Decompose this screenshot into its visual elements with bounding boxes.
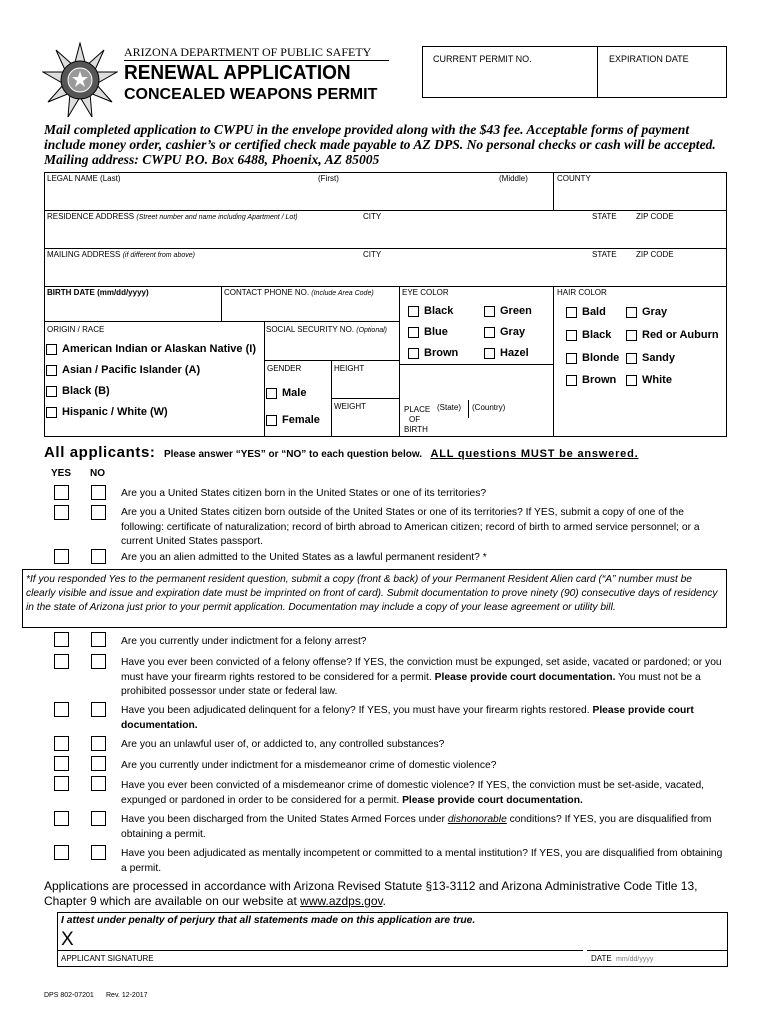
question-adjudicated-delinquent: Have you been adjudicated delinquent for a felony? If YES, you must have your firearm rights restored. Please provide court documentation.	[121, 705, 694, 731]
gender-option-female[interactable]: Female	[266, 414, 320, 426]
hair-option-brown[interactable]: Brown	[566, 374, 616, 386]
birth-date-label: BIRTH DATE (mm/dd/yyyy)	[47, 288, 149, 297]
residence-city-label: CITY	[363, 212, 382, 221]
residence-address-label: RESIDENCE ADDRESS (Street number and name including Apartment / Lot)	[47, 212, 298, 221]
date-label: DATE mm/dd/yyyy	[591, 954, 654, 963]
no-checkbox[interactable]	[91, 776, 106, 791]
no-checkbox[interactable]	[91, 756, 106, 771]
question-citizen-born-us: Are you a United States citizen born in the United States or one of its territories?	[121, 488, 487, 499]
question-permanent-resident: Are you an alien admitted to the United States as a lawful permanent resident? *	[121, 552, 487, 563]
race-option-american-indian[interactable]: American Indian or Alaskan Native (I)	[46, 343, 256, 355]
question-citizen-born-abroad: Are you a United States citizen born outside of the United States or one of its territories? If YES, submit a copy of one of the following: certificate of naturalization; record of birth abroad to American citizen; record of birth to armed service personnel; or a current United States passport.	[121, 507, 700, 547]
yes-checkbox[interactable]	[54, 756, 69, 771]
date-line[interactable]	[587, 950, 728, 951]
signature-line[interactable]	[57, 950, 583, 951]
no-checkbox[interactable]	[91, 632, 106, 647]
origin-race-section	[44, 321, 265, 437]
current-permit-label: CURRENT PERMIT NO.	[433, 54, 532, 64]
question-controlled-substances: Are you an unlawful user of, or addicted to, any controlled substances?	[121, 739, 445, 750]
eye-option-hazel[interactable]: Hazel	[484, 347, 529, 359]
no-column-label: NO	[90, 468, 105, 479]
all-applicants-heading: All applicants: Please answer “YES” or “NO” to each question below. ALL questions MUST be answered.	[44, 444, 639, 461]
yes-checkbox[interactable]	[54, 485, 69, 500]
current-permit-box[interactable]	[422, 46, 598, 98]
weight-label: WEIGHT	[334, 402, 366, 411]
eye-option-green[interactable]: Green	[484, 305, 532, 317]
statute-text: Applications are processed in accordance with Arizona Revised Statute §13-3112 and Arizona Administrative Code Title 13, Chapter 9 which are available on our website at www.azdps.gov.	[44, 879, 698, 908]
middle-name-label: (Middle)	[499, 174, 528, 183]
expiration-date-box[interactable]	[597, 46, 727, 98]
revision-date: Rev. 12-2017	[106, 992, 148, 999]
no-checkbox[interactable]	[91, 549, 106, 564]
residence-zip-label: ZIP CODE	[636, 212, 674, 221]
hair-option-gray[interactable]: Gray	[626, 306, 667, 318]
question-misdemeanor-indictment: Are you currently under indictment for a misdemeanor crime of domestic violence?	[121, 760, 497, 771]
question-mental-incompetence: Have you been adjudicated as mentally incompetent or committed to a mental institution? If YES, you are disqualified from obtaining a permit.	[121, 848, 723, 874]
eye-option-black[interactable]: Black	[408, 305, 453, 317]
hair-option-white[interactable]: White	[626, 374, 672, 386]
origin-race-label: ORIGIN / RACE	[47, 325, 105, 334]
eye-option-brown[interactable]: Brown	[408, 347, 458, 359]
eye-color-label: EYE COLOR	[402, 288, 449, 297]
yes-checkbox[interactable]	[54, 776, 69, 791]
pob-country-label: (Country)	[472, 403, 506, 412]
place-of-birth-label: PLACE OF BIRTH	[404, 405, 431, 434]
yes-checkbox[interactable]	[54, 549, 69, 564]
yes-checkbox[interactable]	[54, 702, 69, 717]
no-checkbox[interactable]	[91, 702, 106, 717]
signature-x-mark: X	[61, 929, 74, 950]
hair-option-red-auburn[interactable]: Red or Auburn	[626, 329, 719, 341]
race-option-asian-pacific[interactable]: Asian / Pacific Islander (A)	[46, 364, 200, 376]
no-checkbox[interactable]	[91, 654, 106, 669]
legal-name-label: LEGAL NAME (Last)	[47, 174, 121, 183]
form-title: RENEWAL APPLICATION	[124, 62, 351, 84]
gender-option-male[interactable]: Male	[266, 387, 306, 399]
race-option-hispanic-white[interactable]: Hispanic / White (W)	[46, 406, 168, 418]
mailing-zip-label: ZIP CODE	[636, 250, 674, 259]
mailing-state-label: STATE	[592, 250, 617, 259]
mailing-address-label: MAILING ADDRESS (if different from above)	[47, 250, 195, 259]
question-domestic-violence-conviction: Have you ever been convicted of a misdemeanor crime of domestic violence? If YES, the conviction must be set-aside, vacated, expunged or pardoned in order to be considered for a permit. Please provide court documentation.	[121, 780, 705, 806]
attestation-text: I attest under penalty of perjury that all statements made on this application are true.	[61, 915, 476, 926]
eye-option-blue[interactable]: Blue	[408, 326, 448, 338]
dps-seal	[42, 42, 118, 118]
first-name-label: (First)	[318, 174, 339, 183]
yes-checkbox[interactable]	[54, 811, 69, 826]
mailing-city-label: CITY	[363, 250, 382, 259]
yes-checkbox[interactable]	[54, 654, 69, 669]
hair-option-bald[interactable]: Bald	[566, 306, 606, 318]
form-number: DPS 802-07201	[44, 992, 94, 999]
yes-checkbox[interactable]	[54, 632, 69, 647]
instructions: Mail completed application to CWPU in the envelope provided along with the $43 fee. Acceptable forms of payment include money order, cashier’s or certified check made payable to AZ DPS. No personal checks or cash will be accepted. Mailing address: CWPU P.O. Box 6488, Phoenix, AZ 85005	[44, 122, 716, 167]
expiration-date-label: EXPIRATION DATE	[609, 54, 689, 64]
hair-option-sandy[interactable]: Sandy	[626, 352, 675, 364]
county-label: COUNTY	[557, 174, 591, 183]
no-checkbox[interactable]	[91, 845, 106, 860]
hair-option-blonde[interactable]: Blonde	[566, 352, 619, 364]
website-link[interactable]: www.azdps.gov	[300, 893, 383, 908]
eye-option-gray[interactable]: Gray	[484, 326, 525, 338]
no-checkbox[interactable]	[91, 811, 106, 826]
permanent-resident-note-text: *If you responded Yes to the permanent resident question, submit a copy (front & back) of your Permanent Resident Alien card (“A” number must be clearly visible and issue and expiration date must be imprinted on front of card). Submit documentation to prove ninety (90) consecutive days of residency in the state of Arizona just prior to your permit application. Documentation may include a copy of your lease agreement or utility bill.	[26, 574, 718, 613]
yes-checkbox[interactable]	[54, 736, 69, 751]
yes-column-label: YES	[51, 468, 72, 479]
form-subtitle: CONCEALED WEAPONS PERMIT	[124, 86, 378, 103]
question-dishonorable-discharge: Have you been discharged from the United States Armed Forces under dishonorable conditions? If YES, you are disqualified from obtaining a permit.	[121, 814, 712, 840]
no-checkbox[interactable]	[91, 485, 106, 500]
department-name: ARIZONA DEPARTMENT OF PUBLIC SAFETY	[124, 45, 372, 59]
signature-label: APPLICANT SIGNATURE	[61, 954, 154, 963]
gender-label: GENDER	[267, 364, 302, 373]
residence-state-label: STATE	[592, 212, 617, 221]
pob-state-label: (State)	[437, 403, 462, 412]
yes-checkbox[interactable]	[54, 505, 69, 520]
hair-option-black[interactable]: Black	[566, 329, 611, 341]
permanent-resident-note	[22, 569, 727, 628]
yes-checkbox[interactable]	[54, 845, 69, 860]
height-label: HEIGHT	[334, 364, 365, 373]
question-felony-indictment: Are you currently under indictment for a felony arrest?	[121, 636, 367, 647]
race-option-black[interactable]: Black (B)	[46, 385, 110, 397]
hair-color-label: HAIR COLOR	[557, 288, 607, 297]
ssn-label: SOCIAL SECURITY NO. (Optional)	[266, 325, 387, 334]
question-felony-conviction: Have you ever been convicted of a felony offense? If YES, the conviction must be expunged, set aside, vacated or pardoned; or you must have your firearm rights restored to be considered for a permit. Please provide court documentation. You must not be a prohibited possessor under state or federal law.	[121, 657, 722, 697]
contact-phone-label: CONTACT PHONE NO. (Include Area Code)	[224, 288, 374, 297]
no-checkbox[interactable]	[91, 505, 106, 520]
no-checkbox[interactable]	[91, 736, 106, 751]
